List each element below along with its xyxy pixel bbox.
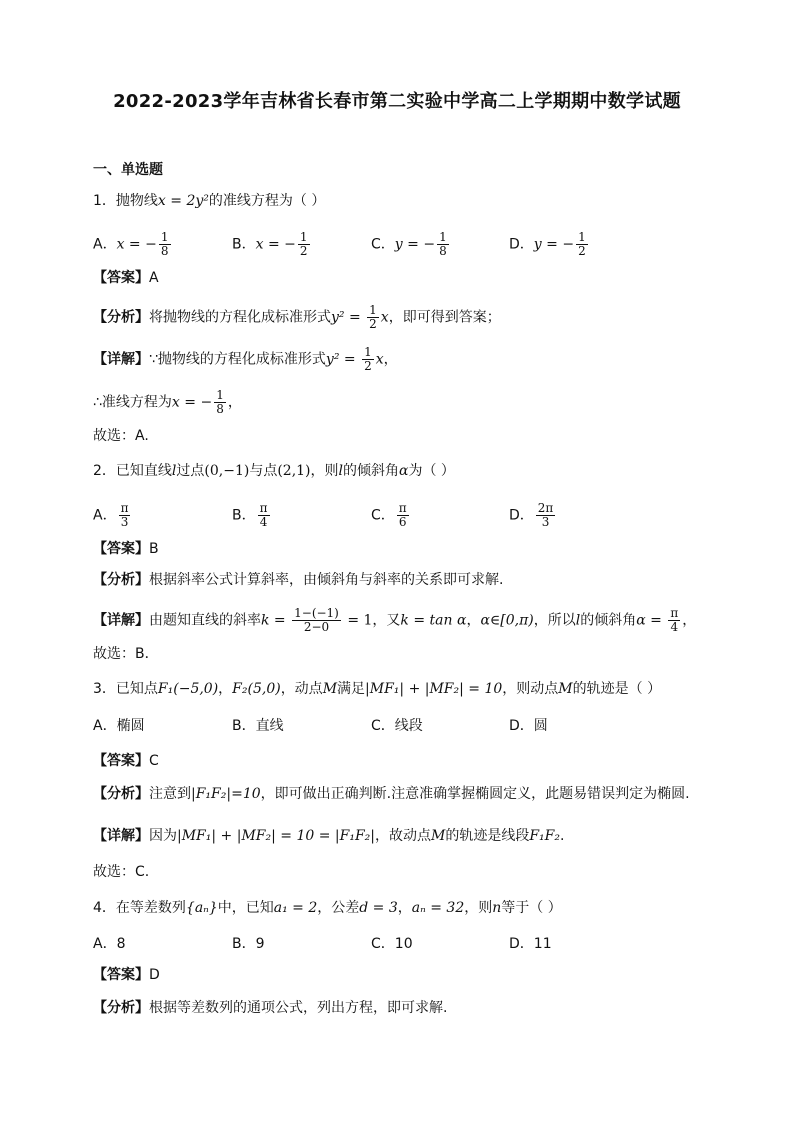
q1-directrix: ∴准线方程为x = − $\frac{1}{8}$ ， xyxy=(93,388,242,416)
q1-answer: 【答案】A xyxy=(93,270,159,286)
q1-analysis: 【分析】将抛物线的方程化成标准形式y² = $\frac{1}{2}$ x，即可得到答案； xyxy=(93,303,501,331)
q3-option-c: C．线段 xyxy=(371,718,423,734)
section-heading: 一、单选题 xyxy=(93,162,163,178)
q1-option-b: B．x = − $\frac{1}{2}$ xyxy=(232,230,308,258)
q2-detail: 【详解】由题知直线的斜率k = $\frac{1-(-1)}{2-0}$ = 1，又k = tan α，α∈[0,π)，所以l的倾斜角α = $\frac{\pi}{4}$ ， xyxy=(93,606,697,634)
q2-option-d: D． $\frac{2\pi}{3}$ xyxy=(509,501,554,529)
q4-option-a: A．8 xyxy=(93,936,126,952)
q4-option-c: C．10 xyxy=(371,936,413,952)
q3-analysis: 【分析】注意到|F₁F₂|=10，即可做出正确判断.注意准确掌握椭圆定义，此题易错误判定为椭圆. xyxy=(93,786,690,802)
q1-stem: 1．抛物线x = 2y²的准线方程为（ ） xyxy=(93,193,326,209)
page-title: 2022-2023学年吉林省长春市第二实验中学高二上学期期中数学试题 xyxy=(113,91,681,112)
q4-stem: 4．在等差数列{aₙ}中，已知a₁ = 2，公差d = 3，aₙ = 32，则n等于（ ） xyxy=(93,900,562,916)
q2-stem: 2．已知直线l过点(0,−1)与点(2,1)，则l的倾斜角α为（ ） xyxy=(93,463,455,479)
q3-option-a: A．椭圆 xyxy=(93,718,145,734)
q1-detail: 【详解】∵抛物线的方程化成标准形式y² = $\frac{1}{2}$ x， xyxy=(93,345,398,373)
q3-option-d: D．圆 xyxy=(509,718,548,734)
q3-answer: 【答案】C xyxy=(93,753,159,769)
q2-option-c: C． $\frac{\pi}{6}$ xyxy=(371,501,407,529)
q2-analysis: 【分析】根据斜率公式计算斜率，由倾斜角与斜率的关系即可求解. xyxy=(93,572,504,588)
q3-option-b: B．直线 xyxy=(232,718,284,734)
q1-choose: 故选：A. xyxy=(93,428,149,444)
q1-option-d: D．y = − $\frac{1}{2}$ xyxy=(509,230,586,258)
q2-answer: 【答案】B xyxy=(93,541,159,557)
q3-stem: 3．已知点F₁(−5,0)，F₂(5,0)，动点M满足|MF₁| + |MF₂| = 10，则动点M的轨迹是（ ） xyxy=(93,681,662,697)
q4-answer: 【答案】D xyxy=(93,967,160,983)
q1-option-a: A．x = − $\frac{1}{8}$ xyxy=(93,230,169,258)
q3-choose: 故选：C. xyxy=(93,864,150,880)
q2-option-b: B． $\frac{\pi}{4}$ xyxy=(232,501,268,529)
q4-option-d: D．11 xyxy=(509,936,552,952)
q4-analysis: 【分析】根据等差数列的通项公式，列出方程，即可求解. xyxy=(93,1000,448,1016)
q4-option-b: B．9 xyxy=(232,936,265,952)
q3-detail: 【详解】因为|MF₁| + |MF₂| = 10 = |F₁F₂|，故动点M的轨迹是线段F₁F₂. xyxy=(93,828,565,844)
q1-option-c: C．y = − $\frac{1}{8}$ xyxy=(371,230,447,258)
q2-option-a: A． $\frac{\pi}{3}$ xyxy=(93,501,129,529)
q2-choose: 故选：B． xyxy=(93,646,159,662)
